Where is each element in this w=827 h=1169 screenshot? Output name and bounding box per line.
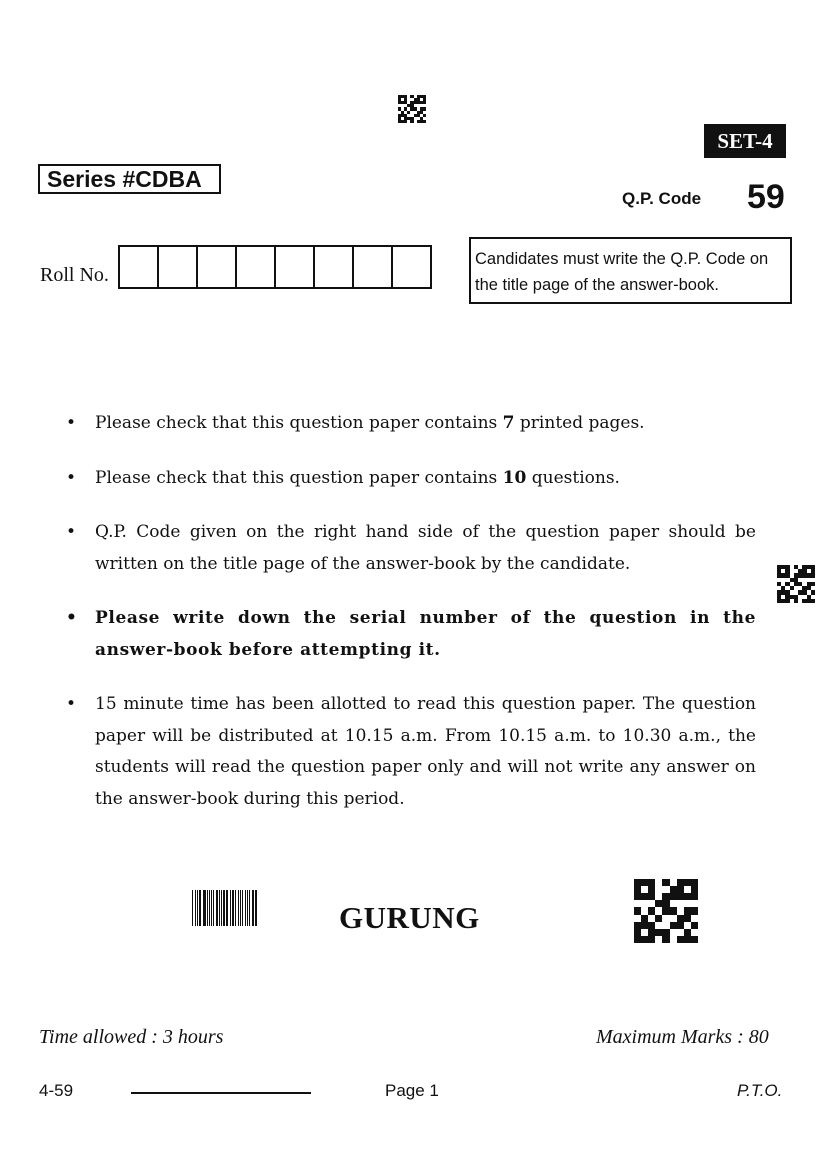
roll-no-box[interactable]: [120, 247, 159, 287]
qr-code-icon: [634, 879, 698, 943]
qp-code-value: 59: [747, 178, 785, 216]
roll-no-box[interactable]: [198, 247, 237, 287]
instruction-text: Please check that this question paper contains: [95, 467, 503, 488]
subject-title: GURUNG: [339, 900, 480, 935]
footer-divider: [131, 1092, 311, 1094]
time-allowed: Time allowed : 3 hours: [39, 1026, 224, 1048]
roll-no-box[interactable]: [276, 247, 315, 287]
page-number: Page 1: [385, 1081, 439, 1100]
instruction-item: • Please write down the serial number of the question in the answer-book before attempting it.: [66, 603, 756, 666]
pto-label: P.T.O.: [737, 1081, 783, 1100]
barcode-icon: [192, 890, 259, 926]
candidate-note-line: Candidates must write the Q.P. Code on: [475, 250, 769, 268]
qr-code-icon: [777, 565, 815, 603]
instructions-list: [66, 408, 756, 838]
roll-no-box[interactable]: [159, 247, 198, 287]
question-count: 10: [502, 467, 527, 488]
footer-code: 4-59: [39, 1081, 74, 1100]
candidate-note-line: the title page of the answer-book.: [475, 276, 719, 294]
instruction-text: questions.: [526, 467, 620, 488]
roll-no-box[interactable]: [393, 247, 432, 287]
instruction-item: • Q.P. Code given on the right hand side of the question paper should be written on the title page of the answer-book by the candidate.: [66, 517, 756, 580]
candidate-note-box: [469, 237, 792, 304]
set-badge: SET-4: [704, 124, 786, 158]
instruction-text: Please check that this question paper contains: [95, 413, 503, 433]
instruction-item: [66, 463, 756, 495]
qp-code-label: Q.P. Code: [622, 189, 702, 208]
series-label: Series #CDBA: [38, 164, 221, 194]
page-count: 7: [502, 413, 515, 433]
instruction-text: printed pages.: [514, 413, 645, 433]
roll-no-box[interactable]: [315, 247, 354, 287]
maximum-marks: Maximum Marks : 80: [596, 1026, 769, 1048]
instruction-item: [66, 408, 756, 440]
roll-no-box[interactable]: [354, 247, 393, 287]
roll-no-boxes[interactable]: [118, 245, 432, 289]
instruction-item: • 15 minute time has been allotted to read this question paper. The question paper will be distributed at 10.15 a.m. From 10.15 a.m. to 10.30 a.m., the students will read the question paper only and will not write any answer on the answer-book during this period.: [66, 689, 756, 815]
roll-no-box[interactable]: [237, 247, 276, 287]
qr-code-icon: [398, 95, 426, 123]
roll-no-label: Roll No.: [40, 264, 109, 286]
